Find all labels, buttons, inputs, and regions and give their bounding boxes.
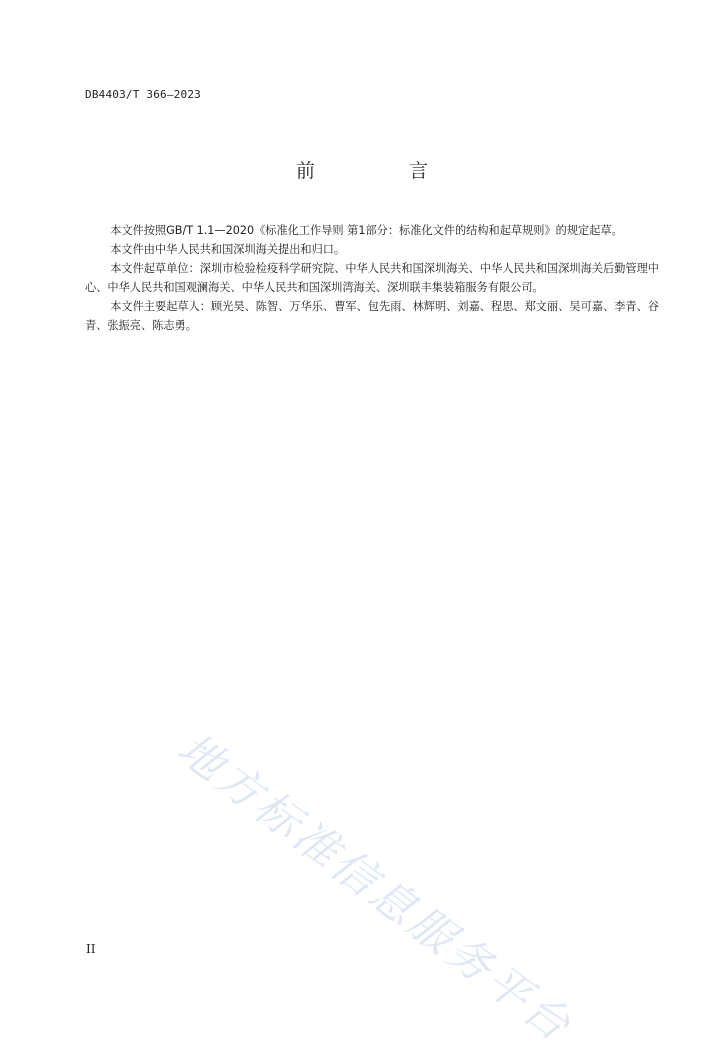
foreword-body (85, 221, 659, 335)
document-code: DB4403/T 366—2023 (85, 88, 201, 101)
paragraph-drafters: 本文件主要起草人：顾光昊、陈智、万华乐、曹军、包先雨、林辉明、刘嘉、程思、郑文丽、吴可嘉、李青、谷青、张振亮、陈志勇。 (85, 300, 659, 332)
paragraph-drafting-units: 本文件起草单位：深圳市检验检疫科学研究院、中华人民共和国深圳海关、中华人民共和国深圳海关后勤管理中心、中华人民共和国观澜海关、中华人民共和国深圳湾海关、深圳联丰集装箱服务有限公司。 (85, 262, 659, 294)
paragraph-drafting-rules: 本文件按照GB/T 1.1—2020《标准化工作导则 第1部分：标准化文件的结构和起草规则》的规定起草。 (110, 224, 623, 237)
paragraph-proposer: 本文件由中华人民共和国深圳海关提出和归口。 (110, 243, 346, 256)
watermark: 地方标准信息服务平台 (167, 723, 582, 1053)
page-title: 前 言 (295, 160, 473, 182)
page-number: II (86, 942, 96, 956)
